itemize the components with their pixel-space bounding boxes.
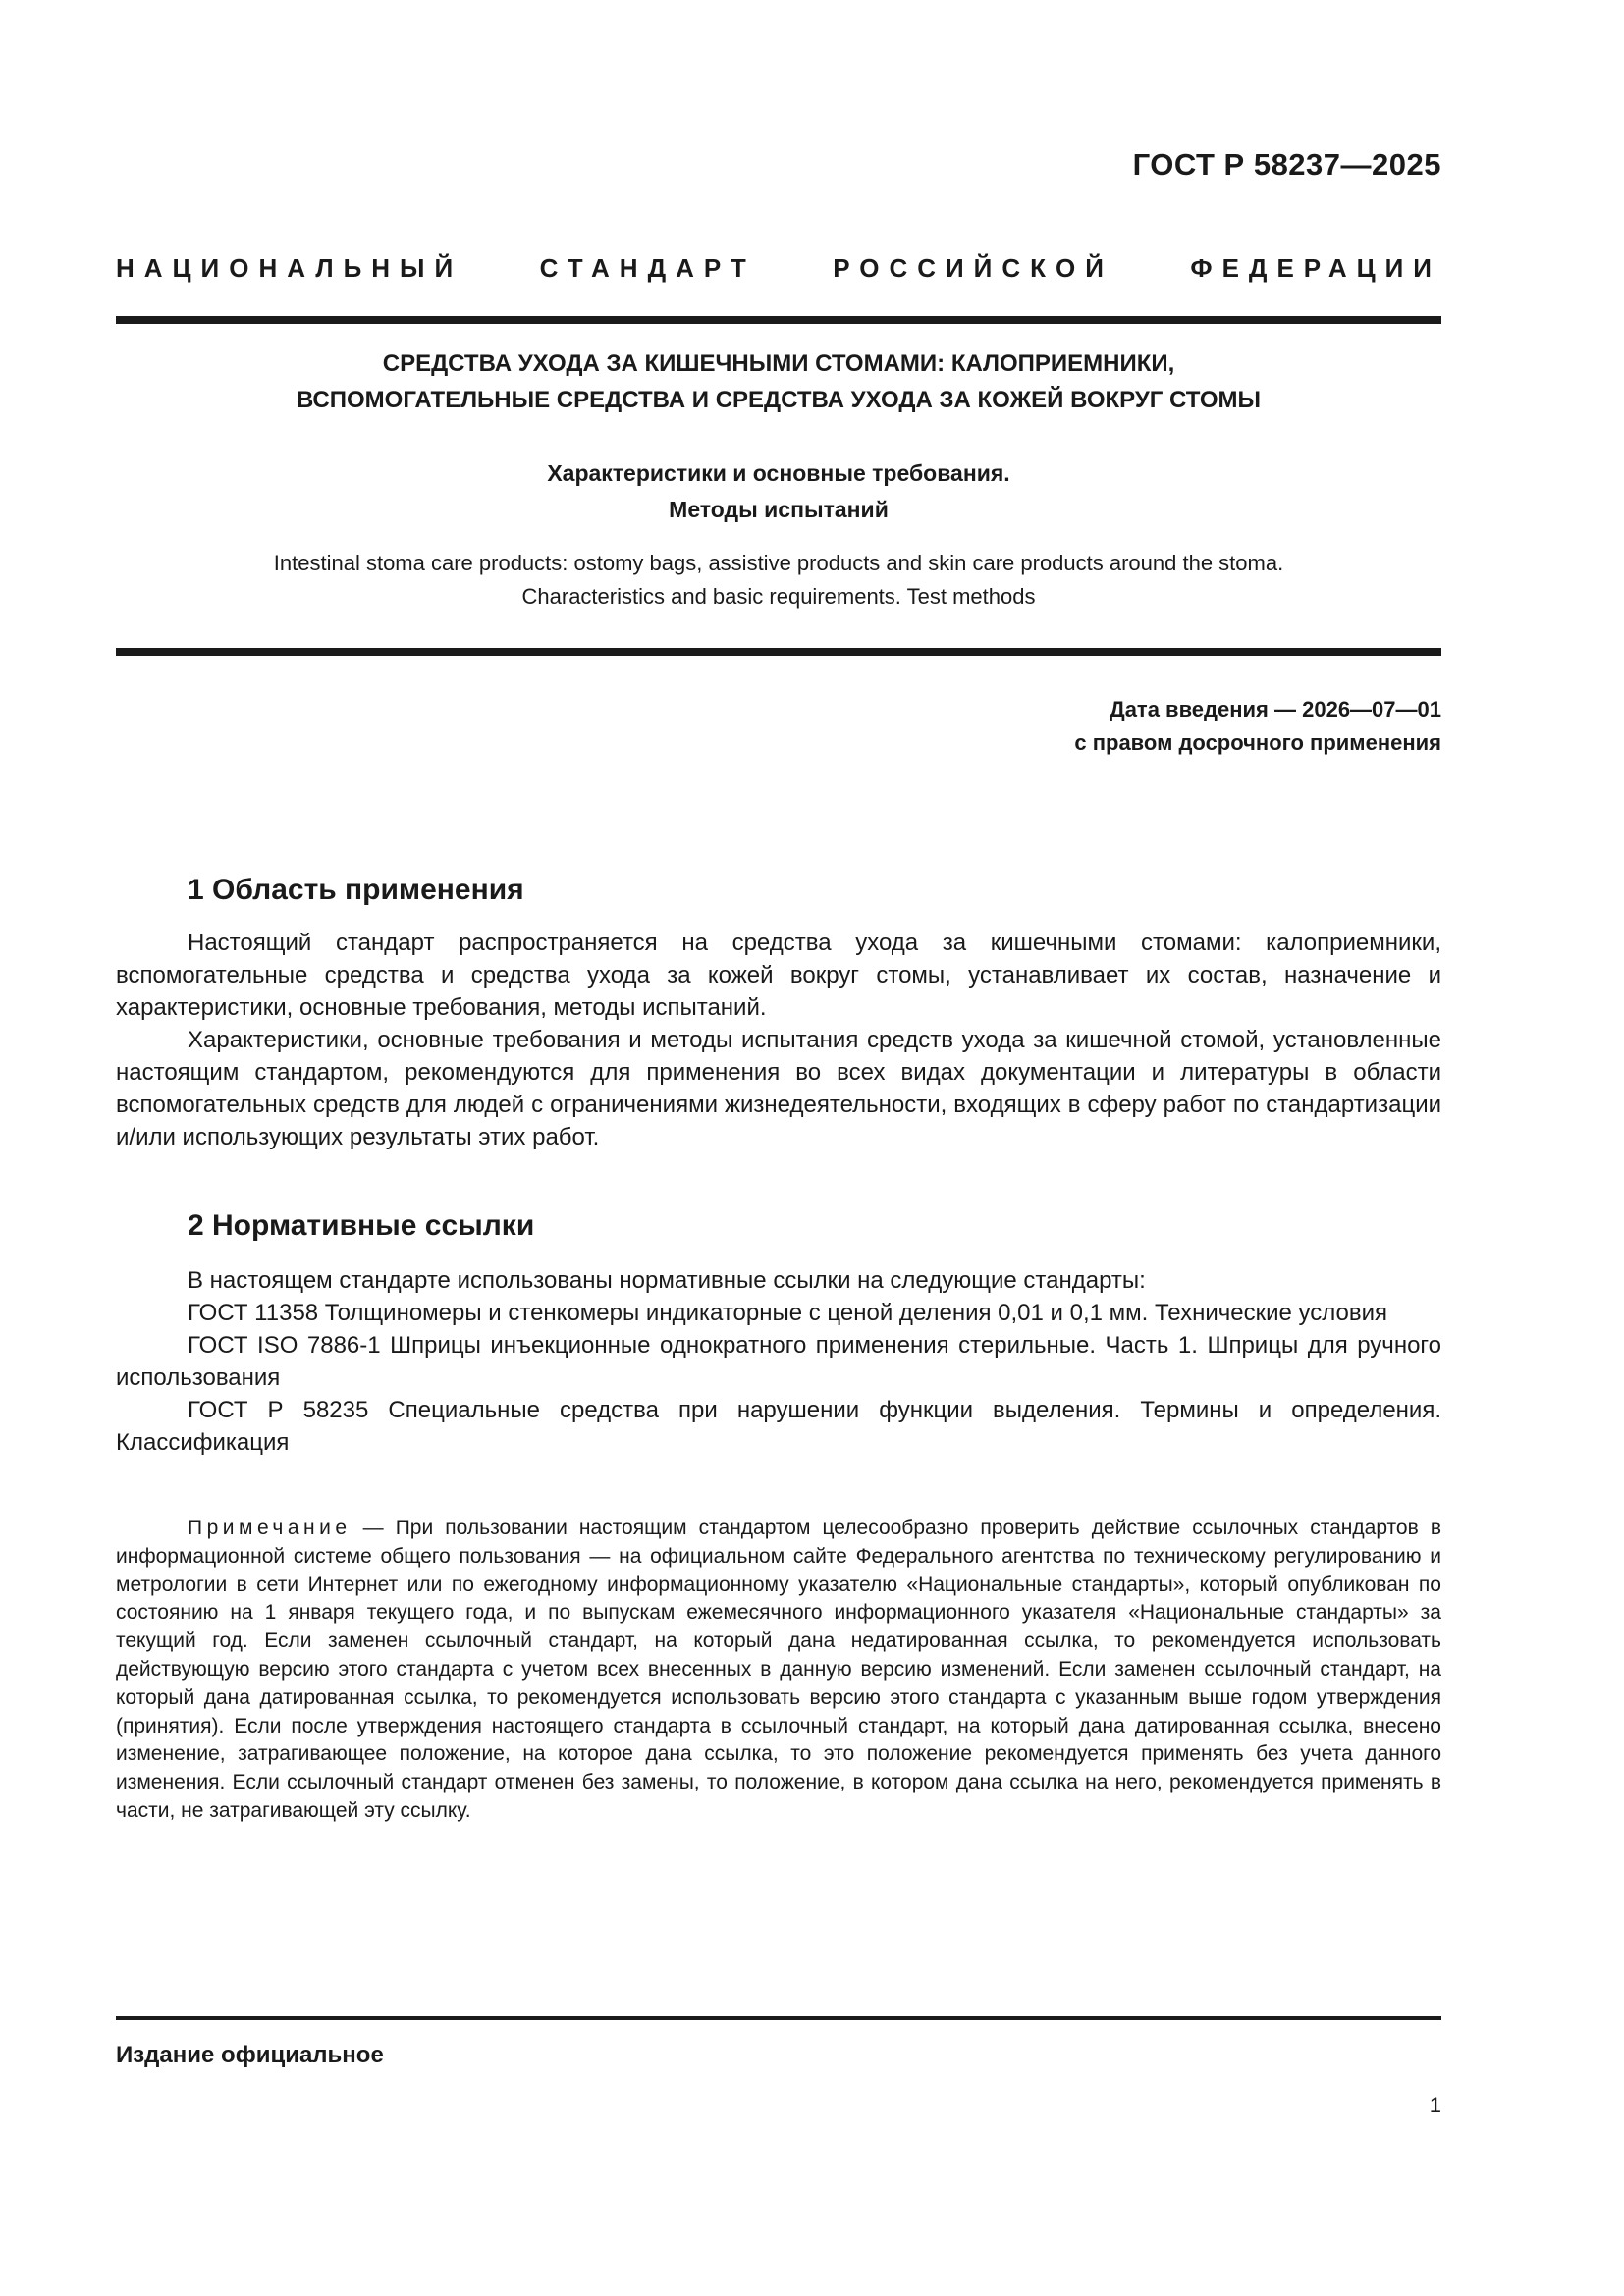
reference-item: ГОСТ 11358 Толщиномеры и стенкомеры индикаторные с ценой деления 0,01 и 0,1 мм. Технические условия xyxy=(188,1300,1388,1326)
paragraph: Настоящий стандарт распространяется на средства ухода за кишечными стомами: калоприемники, вспомогательные средства и средства ухода за кожей вокруг стомы, устанавливает их состав, назначение и характеристики, основные требования, методы испытаний. xyxy=(116,930,1441,1021)
section-1-heading: 1 Область применения xyxy=(188,874,524,906)
early-application-line: с правом досрочного применения xyxy=(1074,730,1441,755)
title-divider xyxy=(116,648,1441,656)
document-page xyxy=(116,0,1441,2296)
note xyxy=(116,1515,1441,1826)
section-2-body xyxy=(116,1264,1441,1459)
page-number: 1 xyxy=(1429,2093,1441,2117)
introduction-date xyxy=(1074,693,1441,760)
note-paragraph xyxy=(116,1515,1441,1826)
english-title xyxy=(116,547,1441,614)
section-2-heading: 2 Нормативные ссылки xyxy=(188,1209,535,1242)
date-line: Дата введения — 2026—07—01 xyxy=(1110,697,1441,721)
english-title-line: Characteristics and basic requirements. Test methods xyxy=(521,584,1036,609)
paragraph: Характеристики, основные требования и методы испытания средств ухода за кишечной стомой, установленные настоящим стандартом, рекомендуются для применения во всех видах документации и литературы в области вспомогательных средств для людей с ограничениями жизнедеятельности, входящих в сферу работ по стандартизации и/или использующих результаты этих работ. xyxy=(116,1027,1441,1150)
subtitle-line: Характеристики и основные требования. xyxy=(547,460,1010,486)
english-title-line: Intestinal stoma care products: ostomy bags, assistive products and skin care products around the stoma. xyxy=(273,551,1284,575)
note-label: Примечание xyxy=(188,1517,352,1539)
document-title xyxy=(116,346,1441,418)
section-1-body xyxy=(116,927,1441,1153)
header-divider xyxy=(116,316,1441,324)
document-subtitle xyxy=(116,455,1441,528)
note-text: — При пользовании настоящим стандартом целесообразно проверить действие ссылочных стандартов в информационной системе общего пользования — на официальном сайте Федерального агентства по техническому регулированию и метрологии в сети Интернет или по ежегодному информационному указателю «Национальные стандарты», который опубликован по состоянию на 1 января текущего года, и по выпускам ежемесячного информационного указателя «Национальные стандарты» за текущий год. Если заменен ссылочный стандарт, на который дана недатированная ссылка, то рекомендуется использовать действующую версию этого стандарта с учетом всех внесенных в данную версию изменений. Если заменен ссылочный стандарт, на который дана датированная ссылка, то рекомендуется использовать версию этого стандарта с указанным выше годом утверждения (принятия). Если после утверждения настоящего стандарта в ссылочный стандарт, на который дана датированная ссылка, внесено изменение, затрагивающее положение, на которое дана ссылка, то это положение рекомендуется применять без учета данного изменения. Если ссылочный стандарт отменен без замены, то положение, в котором дана ссылка на него, рекомендуется применять в части, не затрагивающей эту ссылку. xyxy=(116,1517,1441,1822)
reference-item: ГОСТ Р 58235 Специальные средства при нарушении функции выделения. Термины и определения. Классификация xyxy=(116,1397,1441,1456)
footer-divider xyxy=(116,2016,1441,2020)
edition-label: Издание официальное xyxy=(116,2042,384,2068)
paragraph: В настоящем стандарте использованы нормативные ссылки на следующие стандарты: xyxy=(188,1267,1146,1294)
subtitle-line: Методы испытаний xyxy=(669,497,889,522)
title-line: СРЕДСТВА УХОДА ЗА КИШЕЧНЫМИ СТОМАМИ: КАЛОПРИЕМНИКИ, xyxy=(382,350,1175,377)
reference-item: ГОСТ ISO 7886-1 Шприцы инъекционные однократного применения стерильные. Часть 1. Шприцы для ручного использования xyxy=(116,1332,1441,1391)
title-line: ВСПОМОГАТЕЛЬНЫЕ СРЕДСТВА И СРЕДСТВА УХОДА ЗА КОЖЕЙ ВОКРУГ СТОМЫ xyxy=(296,387,1261,413)
document-number: ГОСТ Р 58237—2025 xyxy=(1132,147,1441,182)
national-standard-banner: НАЦИОНАЛЬНЫЙ СТАНДАРТ РОССИЙСКОЙ ФЕДЕРАЦИИ xyxy=(116,253,1441,283)
